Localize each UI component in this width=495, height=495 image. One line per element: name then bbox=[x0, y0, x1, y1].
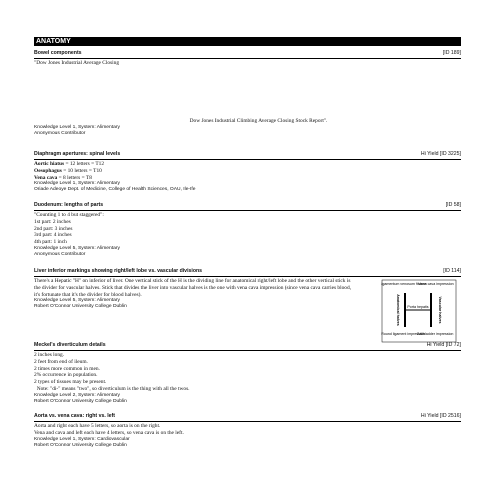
list-item: 3rd part: 4 inches bbox=[34, 232, 72, 239]
label-ligamentum-venosum: Ligamentum venosum fissure bbox=[381, 282, 427, 286]
entry-header bbox=[34, 267, 461, 277]
list-item: Oesophagus = 10 letters = T10 bbox=[34, 167, 102, 174]
entry-title: Duodenum: lengths of parts bbox=[34, 202, 104, 208]
knowledge-level: Knowledge Level 1, System: Alimentary bbox=[34, 124, 120, 130]
entry-liver-markings bbox=[34, 267, 461, 336]
entry-header bbox=[34, 412, 461, 422]
list-item: 2nd part: 3 inches bbox=[34, 225, 73, 232]
entry-header bbox=[34, 49, 461, 59]
list-item: Aortic hiatus = 12 letters = T12 bbox=[34, 161, 105, 167]
entry-id: Hi Yield [ID 3225] bbox=[420, 151, 461, 157]
entry-title: Liver inferior markings showing right/left lobe vs. vascular divisions bbox=[34, 268, 203, 274]
entry-id: [ID 189] bbox=[442, 50, 461, 56]
entry-body bbox=[34, 351, 461, 405]
label-anatomical-halves: Anatomical halves bbox=[396, 294, 400, 326]
mnemonic-text: "Dow Jones Industrial Average Closing bbox=[34, 60, 120, 66]
list-item: Aorta and right each have 5 letters, so aorta is on the right. bbox=[34, 423, 161, 429]
knowledge-level: Knowledge Level 5, System: Alimentary bbox=[34, 298, 120, 304]
list-item: 4th part: 1 inch bbox=[34, 239, 67, 246]
entry-diaphragm-apertures bbox=[34, 150, 461, 193]
list-item: 2 inches long. bbox=[34, 352, 65, 358]
entry-title: Bowel components bbox=[34, 50, 82, 56]
entry-body bbox=[34, 211, 461, 258]
list-item: 2 times more common in men. bbox=[34, 365, 100, 372]
list-item: 1st part: 2 inches bbox=[34, 218, 71, 225]
entry-bowel-components bbox=[34, 49, 461, 137]
list-item: Note: "di-" means "two", so diverticulum is the thing with all the twos. bbox=[34, 385, 190, 392]
label-gallbladder: Gallbladder impression bbox=[416, 332, 454, 336]
mnemonic-text: "Counting 1 to 4 but staggered": bbox=[34, 212, 104, 218]
list-item: 2% occurrence in population. bbox=[34, 372, 98, 379]
entry-title: Diaphragm apertures: spinal levels bbox=[34, 151, 121, 157]
entry-id: [ID 58] bbox=[445, 202, 461, 208]
list-item: Vena cava = 8 letters = T8 bbox=[34, 174, 92, 181]
list-item: 2 types of tissues may be present. bbox=[34, 379, 107, 386]
contributor: Anonymous Contributor bbox=[34, 130, 86, 136]
list-item: 2 feet from end of ileum. bbox=[34, 358, 88, 365]
entry-header bbox=[34, 341, 461, 351]
liver-h-diagram bbox=[381, 279, 457, 343]
contributor: Robert O'Connor University College Dublin bbox=[34, 398, 127, 404]
entry-aorta-vs-vena-cava bbox=[34, 412, 461, 449]
contributor: Oriade Adeoye Dept. of Medicine, College of Health Sciences, OAU, Ile-Ife bbox=[34, 187, 196, 193]
entry-header bbox=[34, 150, 461, 160]
entry-title: Aorta vs. vena cava: right vs. left bbox=[34, 413, 116, 419]
entry-meckels-diverticulum bbox=[34, 341, 461, 405]
knowledge-level: Knowledge Level 1, System: Cardiovascular bbox=[34, 436, 130, 442]
entry-header bbox=[34, 201, 461, 211]
section-banner: ANATOMY bbox=[34, 37, 461, 46]
entry-body bbox=[34, 422, 461, 449]
contributor: Robert O'Connor University College Dublin bbox=[34, 442, 127, 448]
knowledge-level: Knowledge Level 1, System: Alimentary bbox=[34, 181, 120, 187]
entry-title: Meckel's diverticulum details bbox=[34, 342, 106, 348]
entry-duodenum-lengths bbox=[34, 201, 461, 258]
liver-diagram-svg bbox=[381, 279, 457, 343]
knowledge-level: Knowledge Level 5, System: Alimentary bbox=[34, 245, 120, 251]
label-round-ligament: Round ligament impression bbox=[381, 332, 425, 336]
entry-text: There's a Hepatic "H" on inferior of liver. One vertical stick of the H is the dividing line for anatomical right/left lobe and the other vertical stick is the divider for vascular halves. Stick that divides the liver into vascular halves is the one with vena cava impression (since vena cava carries blood, it's fortunate that it's the divider for blood halves). bbox=[34, 278, 352, 298]
entry-body bbox=[34, 277, 352, 310]
label-vena-cava: Vena cava impression bbox=[418, 282, 454, 286]
entry-body bbox=[34, 160, 461, 193]
label-porta-hepatis: Porta hepatis bbox=[407, 305, 429, 309]
label-vascular-halves: Vascular halves bbox=[438, 296, 442, 324]
contributor: Robert O'Connor University College Dublin bbox=[34, 304, 127, 310]
entry-body bbox=[34, 59, 461, 137]
list-item: Vena and cava and left each have 4 letters, so vena cava is on the left. bbox=[34, 429, 184, 436]
entry-id: Hi Yield [ID 2516] bbox=[420, 413, 461, 419]
contributor: Anonymous Contributor bbox=[34, 251, 86, 257]
knowledge-level: Knowledge Level 2, System: Alimentary bbox=[34, 392, 120, 398]
mnemonic-expansion: Dow Jones Industrial Climbing Average Closing Stock Report". bbox=[189, 117, 328, 124]
entry-id: Hi Yield [ID 72] bbox=[426, 342, 461, 348]
entry-id: [ID 114] bbox=[443, 268, 461, 274]
